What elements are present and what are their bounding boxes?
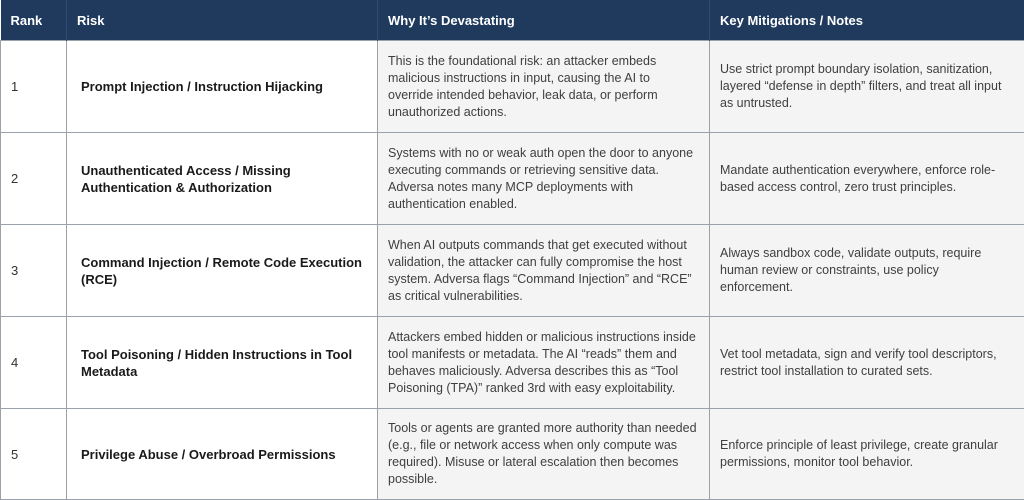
why-cell: When AI outputs commands that get executed without validation, the attacker can fully compromise the host system. Adversa flags “Command Injection” and “RCE” as critical vulnerabilities. (378, 225, 710, 317)
mitigations-cell: Always sandbox code, validate outputs, require human review or constraints, use policy enforcement. (710, 225, 1024, 317)
risk-cell: Command Injection / Remote Code Execution (RCE) (67, 225, 378, 317)
rank-cell: 4 (1, 317, 67, 409)
rank-cell: 5 (1, 409, 67, 500)
header-risk: Risk (67, 0, 378, 41)
header-mitigations: Key Mitigations / Notes (710, 0, 1024, 41)
header-why: Why It’s Devastating (378, 0, 710, 41)
table-row (1, 317, 1024, 409)
table-row (1, 225, 1024, 317)
why-cell: Systems with no or weak auth open the door to anyone executing commands or retrieving sensitive data. Adversa notes many MCP deployments with authentication enabled. (378, 133, 710, 225)
why-cell: Attackers embed hidden or malicious instructions inside tool manifests or metadata. The AI “reads” them and behaves maliciously. Adversa describes this as “Tool Poisoning (TPA)” ranked 3rd with easy exploitability. (378, 317, 710, 409)
table-row (1, 133, 1024, 225)
mitigations-cell: Enforce principle of least privilege, create granular permissions, monitor tool behavior. (710, 409, 1024, 500)
why-cell: Tools or agents are granted more authority than needed (e.g., file or network access when only compute was required). Misuse or lateral escalation then becomes possible. (378, 409, 710, 500)
risk-cell: Prompt Injection / Instruction Hijacking (67, 41, 378, 133)
risk-cell: Privilege Abuse / Overbroad Permissions (67, 409, 378, 500)
header-rank: Rank (1, 0, 67, 41)
why-cell: This is the foundational risk: an attacker embeds malicious instructions in input, causing the AI to override intended behavior, leak data, or perform unauthorized actions. (378, 41, 710, 133)
rank-cell: 2 (1, 133, 67, 225)
rank-cell: 1 (1, 41, 67, 133)
risk-cell: Tool Poisoning / Hidden Instructions in Tool Metadata (67, 317, 378, 409)
mitigations-cell: Vet tool metadata, sign and verify tool descriptors, restrict tool installation to curated sets. (710, 317, 1024, 409)
risk-cell: Unauthenticated Access / Missing Authentication & Authorization (67, 133, 378, 225)
table-row (1, 41, 1024, 133)
rank-cell: 3 (1, 225, 67, 317)
mitigations-cell: Use strict prompt boundary isolation, sanitization, layered “defense in depth” filters, and treat all input as untrusted. (710, 41, 1024, 133)
table-row (1, 409, 1024, 500)
mitigations-cell: Mandate authentication everywhere, enforce role-based access control, zero trust principles. (710, 133, 1024, 225)
header-row (1, 0, 1024, 41)
